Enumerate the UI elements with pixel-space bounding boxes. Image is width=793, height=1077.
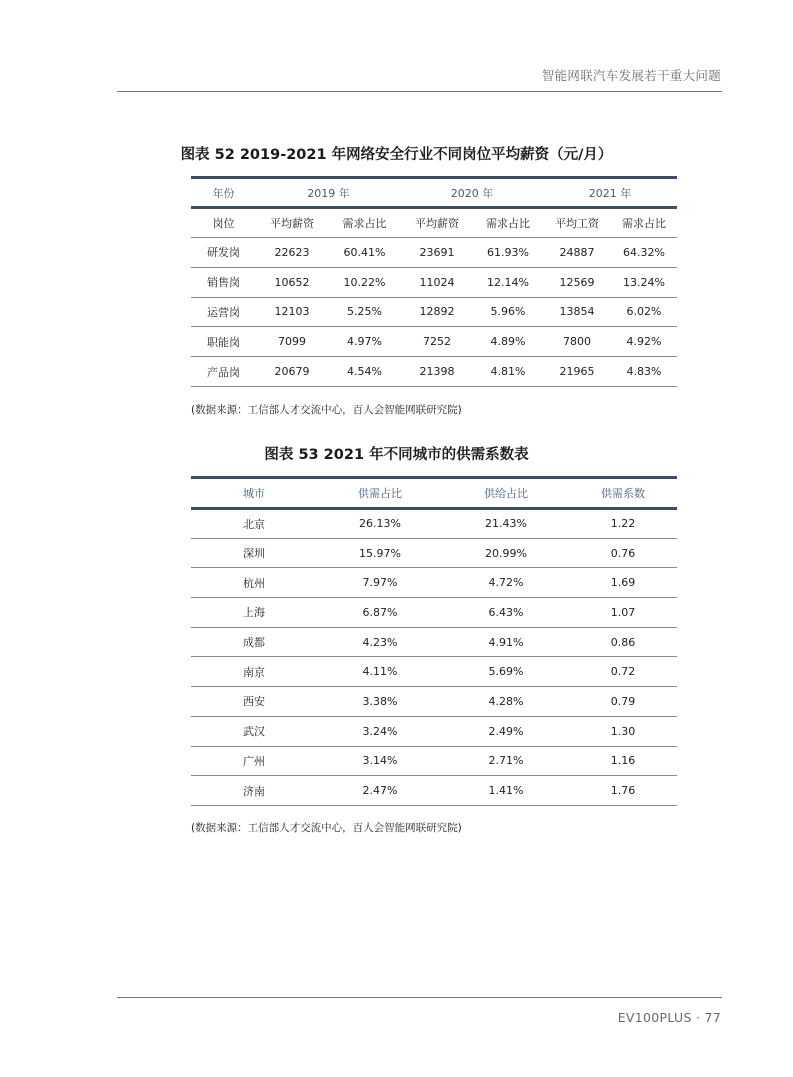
table-row	[191, 509, 677, 539]
cell: 6.43%	[443, 598, 569, 628]
cell: 5.69%	[443, 657, 569, 687]
cell: 南京	[191, 657, 317, 687]
cell: 1.22	[569, 509, 677, 539]
cell: 4.81%	[473, 357, 543, 387]
cell: 7252	[401, 327, 473, 357]
table-52-source: (数据来源：工信部人才交流中心，百人会智能网联研究院)	[191, 404, 462, 416]
cell: 职能岗	[191, 327, 256, 357]
cell: 13854	[543, 297, 611, 327]
column-header: 平均薪资	[256, 208, 328, 238]
cell: 7800	[543, 327, 611, 357]
cell: 12569	[543, 267, 611, 297]
cell: 26.13%	[317, 509, 443, 539]
table-row	[191, 598, 677, 628]
cell: 4.28%	[443, 687, 569, 717]
table-53-source: (数据来源：工信部人才交流中心，百人会智能网联研究院)	[191, 822, 462, 834]
cell: 5.96%	[473, 297, 543, 327]
cell: 1.07	[569, 598, 677, 628]
cell: 10.22%	[328, 267, 401, 297]
year-label: 年份	[191, 178, 256, 208]
cell: 7.97%	[317, 568, 443, 598]
table-row	[191, 776, 677, 806]
cell: 0.79	[569, 687, 677, 717]
cell: 0.72	[569, 657, 677, 687]
footer-rule	[117, 997, 722, 998]
cell: 1.69	[569, 568, 677, 598]
cell: 4.91%	[443, 627, 569, 657]
year-2021: 2021 年	[543, 178, 677, 208]
cell: 21398	[401, 357, 473, 387]
cell: 11024	[401, 267, 473, 297]
cell: 广州	[191, 746, 317, 776]
column-header: 供需系数	[569, 478, 677, 509]
cell: 1.16	[569, 746, 677, 776]
cell: 21.43%	[443, 509, 569, 539]
column-header: 平均薪资	[401, 208, 473, 238]
salary-table	[191, 176, 677, 387]
running-header: 智能网联汽车发展若干重大问题	[541, 68, 721, 83]
cell: 4.54%	[328, 357, 401, 387]
cell: 64.32%	[611, 238, 677, 268]
cell: 1.30	[569, 716, 677, 746]
cell: 20679	[256, 357, 328, 387]
cell: 2.71%	[443, 746, 569, 776]
cell: 5.25%	[328, 297, 401, 327]
cell: 1.41%	[443, 776, 569, 806]
cell: 深圳	[191, 538, 317, 568]
table-52-caption: 图表 52 2019-2021 年网络安全行业不同岗位平均薪资（元/月）	[180, 147, 613, 163]
cell: 产品岗	[191, 357, 256, 387]
cell: 60.41%	[328, 238, 401, 268]
cell: 21965	[543, 357, 611, 387]
cell: 6.02%	[611, 297, 677, 327]
cell: 武汉	[191, 716, 317, 746]
city-supply-demand-table	[191, 476, 677, 806]
cell: 20.99%	[443, 538, 569, 568]
cell: 3.14%	[317, 746, 443, 776]
cell: 2.47%	[317, 776, 443, 806]
column-header: 供需占比	[317, 478, 443, 509]
cell: 12.14%	[473, 267, 543, 297]
cell: 23691	[401, 238, 473, 268]
table-53-caption: 图表 53 2021 年不同城市的供需系数表	[264, 447, 529, 463]
cell: 13.24%	[611, 267, 677, 297]
table-row	[191, 687, 677, 717]
cell: 24887	[543, 238, 611, 268]
table-row	[191, 238, 677, 268]
cell: 10652	[256, 267, 328, 297]
column-header: 需求占比	[328, 208, 401, 238]
cell: 4.89%	[473, 327, 543, 357]
cell: 北京	[191, 509, 317, 539]
cell: 3.38%	[317, 687, 443, 717]
column-header: 平均工资	[543, 208, 611, 238]
table-row	[191, 716, 677, 746]
header-rule	[117, 91, 722, 92]
cell: 2.49%	[443, 716, 569, 746]
cell: 4.97%	[328, 327, 401, 357]
table-row	[191, 267, 677, 297]
cell: 研发岗	[191, 238, 256, 268]
column-header: 城市	[191, 478, 317, 509]
cell: 15.97%	[317, 538, 443, 568]
table-row	[191, 746, 677, 776]
cell: 12103	[256, 297, 328, 327]
year-2019: 2019 年	[256, 178, 401, 208]
year-2020: 2020 年	[401, 178, 543, 208]
cell: 上海	[191, 598, 317, 628]
table-row	[191, 627, 677, 657]
cell: 4.11%	[317, 657, 443, 687]
cell: 4.92%	[611, 327, 677, 357]
table-row	[191, 327, 677, 357]
column-header: 需求占比	[611, 208, 677, 238]
year-header-row	[191, 178, 677, 208]
cell: 61.93%	[473, 238, 543, 268]
cell: 7099	[256, 327, 328, 357]
cell: 西安	[191, 687, 317, 717]
table-row	[191, 657, 677, 687]
cell: 6.87%	[317, 598, 443, 628]
column-header: 供给占比	[443, 478, 569, 509]
cell: 22623	[256, 238, 328, 268]
cell: 4.72%	[443, 568, 569, 598]
sub-header-row	[191, 208, 677, 238]
cell: 杭州	[191, 568, 317, 598]
cell: 4.83%	[611, 357, 677, 387]
cell: 济南	[191, 776, 317, 806]
cell: 销售岗	[191, 267, 256, 297]
cell: 0.76	[569, 538, 677, 568]
cell: 0.86	[569, 627, 677, 657]
table-row	[191, 568, 677, 598]
cell: 12892	[401, 297, 473, 327]
cell: 3.24%	[317, 716, 443, 746]
column-header: 需求占比	[473, 208, 543, 238]
table-row	[191, 538, 677, 568]
cell: 4.23%	[317, 627, 443, 657]
header-row	[191, 478, 677, 509]
cell: 1.76	[569, 776, 677, 806]
cell: 成都	[191, 627, 317, 657]
table-row	[191, 297, 677, 327]
column-header: 岗位	[191, 208, 256, 238]
cell: 运营岗	[191, 297, 256, 327]
page-footer: EV100PLUS · 77	[617, 1010, 721, 1025]
table-row	[191, 357, 677, 387]
